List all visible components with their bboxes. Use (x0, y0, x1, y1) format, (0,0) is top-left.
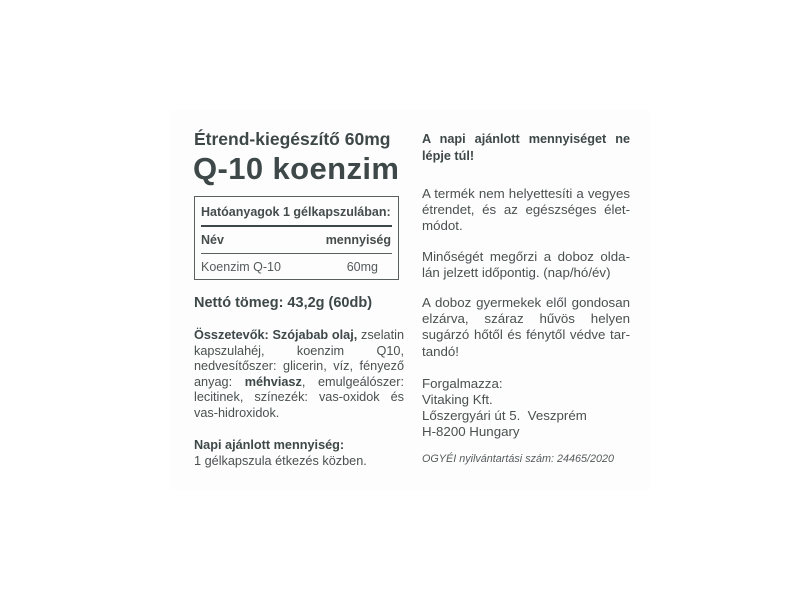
best-before-notice: Minőségét megőrzi a doboz oldalán jelzett időpontig. (nap/hó/év) (422, 248, 630, 280)
active-ingredients-table (194, 196, 399, 280)
column-amount: mennyiség (325, 233, 391, 247)
distributor-block (422, 376, 630, 441)
storage-notice: A doboz gyermekek elől gondosan elzárva, száraz hűvös helyen sugárzó hőtől és fénytől védve tartandó! (422, 295, 630, 359)
distributor-company: Vitaking Kft. (422, 392, 493, 408)
left-column (194, 128, 404, 469)
registration-number: OGYÉI nyilvántartási szám: 24465/2020 (422, 452, 615, 465)
daily-dose-label: Napi ajánlott mennyiség: (194, 438, 345, 452)
distributor-label: Forgalmazza: (422, 375, 503, 391)
product-title: Q-10 koenzim (193, 151, 400, 186)
column-name: Név (201, 233, 224, 247)
daily-dose-value: 1 gélkapszula étkezés közben. (194, 453, 367, 468)
dosage-warning: A napi ajánlott mennyiséget ne lépje túl! (422, 132, 630, 163)
ingredients-part1: zselatin kapszulahéj, koenzim Q10, nedvesítőszer: glicerin, víz, fényező anyag: (194, 328, 404, 389)
distributor-postal: H-8200 Hungary (422, 424, 520, 440)
table-header-row (201, 227, 392, 254)
ingredient-amount: 60mg (346, 260, 378, 274)
daily-dose (194, 438, 404, 469)
distributor-address: Lőszergyári út 5. Veszprém (422, 408, 587, 424)
diet-notice: A termék nem helyettesíti a vegyes étrendet, és az egészséges életmódot. (422, 186, 630, 234)
ingredients-text (194, 328, 404, 421)
ingredient-bold-soy: Szójabab olaj, (272, 328, 358, 342)
table-caption: Hatóanyagok 1 gélkapszulában: (201, 197, 392, 227)
ingredients-part2: , emulgeálószer: lecitinek, színezék: vas-oxidok és vas-hidroxidok. (194, 374, 404, 420)
table-row (201, 254, 392, 275)
ingredients-label: Összetevők: (194, 328, 269, 342)
net-weight: Nettó tömeg: 43,2g (60db) (194, 295, 373, 311)
right-column (422, 131, 630, 466)
ingredient-name: Koenzim Q-10 (201, 260, 281, 274)
ingredient-bold-wax: méhviasz (244, 374, 302, 389)
product-subtitle: Étrend-kiegészítő 60mg (194, 129, 391, 149)
